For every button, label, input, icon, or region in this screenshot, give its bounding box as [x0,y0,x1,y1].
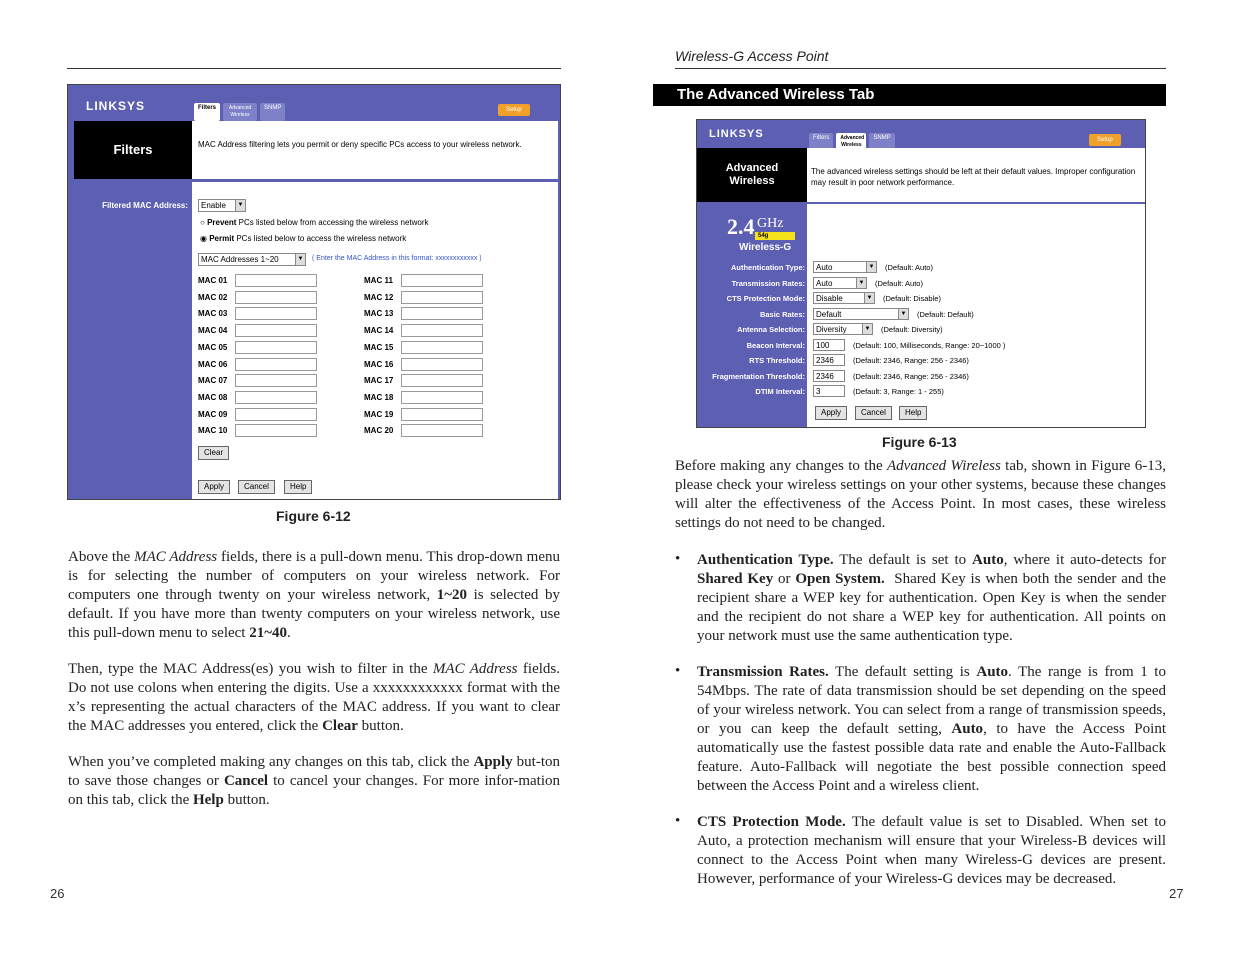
mac-label: MAC 19 [364,409,394,419]
setting-label: RTS Threshold: [749,356,805,365]
mac-label: MAC 02 [198,292,228,302]
radio-selected-icon: ◉ [200,234,207,243]
setting-default-hint: (Default: Diversity) [881,325,943,334]
clear-button[interactable]: Clear [198,446,229,460]
apply-button[interactable]: Apply [198,480,230,494]
filtered-mac-label: Filtered MAC Address: [102,201,188,210]
tab-snmp[interactable]: SNMP [260,103,285,121]
mac-label: MAC 15 [364,342,394,352]
setting-select[interactable]: Auto ▼ [813,261,877,273]
mac-label: MAC 14 [364,326,394,336]
setting-select[interactable]: Default ▼ [813,308,909,320]
radio-empty-icon: ○ [200,218,205,227]
bullet-cts-protection-mode: CTS Protection Mode. The default value is set to Disabled. When set to Auto, a protection mechanism will ensure that your Wireless-B devices will connect to the Access Point when many Wireless-G devices are present. However, performance of your Wireless-G devices may be decreased. [697,814,1166,887]
setting-input[interactable]: 2346 [813,370,845,382]
mac-label: MAC 20 [364,426,394,436]
mac-label: MAC 01 [198,276,228,285]
cancel-button[interactable]: Cancel [855,406,892,420]
mac-address-input[interactable] [401,324,483,337]
mac-address-input[interactable] [401,358,483,371]
mac-address-input[interactable] [401,291,483,304]
setting-default-hint: (Default: 100, Milliseconds, Range: 20~1000 ) [853,340,1006,350]
tab-snmp[interactable]: SNMP [869,133,894,151]
page-number-right: 27 [1169,886,1184,901]
mac-address-input[interactable] [235,291,317,304]
figure-6-13-screenshot [696,119,1146,428]
tab-filters[interactable]: Filters [809,133,833,151]
permit-radio-row[interactable]: ◉ Permit PCs listed below to access the wireless network [200,234,407,243]
setting-label: Authentication Type: [730,263,805,272]
mac-address-input[interactable] [401,391,483,404]
format-hint: ( Enter the MAC Address in this format: xxxxxxxxxxxx ) [312,255,482,262]
chevron-down-icon: ▼ [864,293,874,303]
left-paragraph-1: Above the MAC Address fields, there is a pull-down menu. This drop-down menu is for selecting the number of computers on your wireless network. For computers one through twenty on your wireless network, 1~20 is selected by default. If you have more than twenty computers on your wireless network, use this pull-down menu to select 21~40. [68,549,560,641]
setting-select[interactable]: Disable ▼ [813,292,875,304]
linksys-logo: LINKSYS [86,99,146,113]
bullet-authentication-type: Authentication Type. The default is set to Auto, where it auto-detects for Shared Key or Open System. Shared Key is when both the sender and the recipient share a WEP key for authentication. Open Key is when the sender and the recipient do not share a WEP key for authentication. All points on your network must use the same authentication type. [697,552,1166,644]
mac-address-input[interactable] [235,424,317,437]
figure-6-12-caption: Figure 6-12 [276,508,351,524]
setting-label: Transmission Rates: [731,278,805,288]
cancel-button[interactable]: Cancel [238,480,275,494]
mac-address-input[interactable] [235,341,317,354]
mac-address-input[interactable] [401,307,483,320]
setting-input[interactable]: 100 [813,339,845,351]
setting-label: Basic Rates: [759,309,805,319]
chevron-down-icon: ▼ [898,309,908,319]
section-header-bar: The Advanced Wireless Tab [653,84,1166,106]
section-description: The advanced wireless settings should be left at their default values. Improper configuration may result in poor network performance. [811,167,1136,187]
mac-address-input[interactable] [235,408,317,421]
mac-address-input[interactable] [401,274,483,287]
page-number-left: 26 [50,886,65,901]
setting-label: Beacon Interval: [746,340,805,350]
mac-address-input[interactable] [235,274,317,287]
filtered-mac-select[interactable]: Enable ▼ [198,199,246,212]
setting-label: CTS Protection Mode: [726,294,805,303]
figure-6-13-caption: Figure 6-13 [882,434,957,450]
chevron-down-icon: ▼ [862,324,872,334]
setting-default-hint: (Default: Default) [917,309,974,319]
section-title: Filters [74,121,192,179]
mac-address-input[interactable] [235,358,317,371]
mac-address-input[interactable] [401,341,483,354]
right-intro-paragraph: Before making any changes to the Advanced Wireless tab, shown in Figure 6-13, please check your wireless settings on your other systems, because these changes will alter the effectiveness of the Access Point. In most cases, these wireless settings do not need to be changed. [675,458,1167,531]
linksys-logo: LINKSYS [709,128,764,140]
setup-button[interactable]: Setup [1089,134,1121,146]
section-title: Advanced Wireless [697,148,807,202]
setting-input[interactable]: 3 [813,385,845,397]
mac-address-input[interactable] [401,424,483,437]
bullet-2: • [675,663,681,679]
setting-default-hint: (Default: Auto) [875,278,923,288]
tab-filters[interactable]: Filters [194,103,220,121]
left-paragraph-3: When you’ve completed making any changes on this tab, click the Apply but-ton to save those changes or Cancel to cancel your changes. For more infor-mation on this tab, click the Help button. [68,754,560,808]
setting-default-hint: (Default: 2346, Range: 256 - 2346) [853,356,969,365]
figure-6-12-screenshot [67,84,561,500]
section-description: MAC Address filtering lets you permit or deny specific PCs access to your wireless network. [198,140,522,149]
help-button[interactable]: Help [899,406,927,420]
mac-label: MAC 06 [198,359,228,369]
mac-label: MAC 05 [198,342,228,352]
setting-label: DTIM Interval: [755,387,805,396]
setting-label: Antenna Selection: [737,325,805,334]
left-paragraph-2: Then, type the MAC Address(es) you wish to filter in the MAC Address fields. Do not use colons when entering the digits. Use a xxxxxxxxxxxx format with the x’s representing the actual characters of the MAC address. If you want to clear the MAC addresses you entered, click the Clear button. [68,661,561,734]
setting-select[interactable]: Auto ▼ [813,277,867,289]
setting-label: Fragmentation Threshold: [712,371,805,381]
running-title: Wireless-G Access Point [675,48,829,64]
setting-default-hint: (Default: 2346, Range: 256 - 2346) [853,371,969,381]
mac-label: MAC 08 [198,392,228,402]
chevron-down-icon: ▼ [295,254,305,265]
right-header-rule [675,68,1166,69]
mac-address-input[interactable] [401,408,483,421]
tab-advanced-wireless[interactable]: Advanced Wireless [223,103,257,121]
bullet-3: • [675,813,681,829]
help-button[interactable]: Help [284,480,312,494]
mac-address-input[interactable] [235,374,317,387]
mac-address-input[interactable] [235,391,317,404]
chevron-down-icon: ▼ [866,262,876,272]
mac-label: MAC 09 [198,409,228,419]
mac-label: MAC 17 [364,376,394,386]
setting-default-hint: (Default: 3, Range: 1 - 255) [853,387,944,396]
apply-button[interactable]: Apply [815,406,847,420]
mac-range-select[interactable]: MAC Addresses 1~20 ▼ [198,253,306,266]
mac-label: MAC 03 [198,309,228,319]
mac-label: MAC 07 [198,376,228,386]
tab-advanced-wireless[interactable]: Advanced Wireless [836,133,866,151]
setup-button[interactable]: Setup [498,104,530,116]
mac-address-input[interactable] [235,324,317,337]
setting-default-hint: (Default: Auto) [885,263,933,272]
chevron-down-icon: ▼ [235,200,245,211]
mac-address-input[interactable] [235,307,317,320]
bullet-1: • [675,551,681,567]
chevron-down-icon: ▼ [856,278,866,288]
mac-label: MAC 04 [198,326,228,336]
mac-address-input[interactable] [401,374,483,387]
bullet-transmission-rates: Transmission Rates. The default setting is Auto. The range is from 1 to 54Mbps. The rate of data transmission should be set depending on the speed of your wireless network. You can select from a range of transmission speeds, or you can keep the default setting, Auto, to have the Access Point automatically use the fastest possible data rate and enable the Auto-Fallback feature. Auto-Fallback will negotiate the best possible connection speed between the Access Point and a wireless client. [697,664,1166,794]
setting-default-hint: (Default: Disable) [883,294,941,303]
mac-label: MAC 18 [364,392,394,402]
mac-label: MAC 13 [364,309,394,319]
mac-label: MAC 16 [364,359,394,369]
setting-select[interactable]: Diversity ▼ [813,323,873,335]
mac-label: MAC 10 [198,426,228,436]
mac-label: MAC 12 [364,292,394,302]
setting-input[interactable]: 2346 [813,354,845,366]
prevent-radio-row[interactable]: ○ Prevent PCs listed below from accessing the wireless network [200,218,429,227]
mac-label: MAC 11 [364,276,393,285]
left-header-rule [67,68,561,69]
ghz-badge: 2.4 GHz 54g Wireless-G [727,214,807,258]
